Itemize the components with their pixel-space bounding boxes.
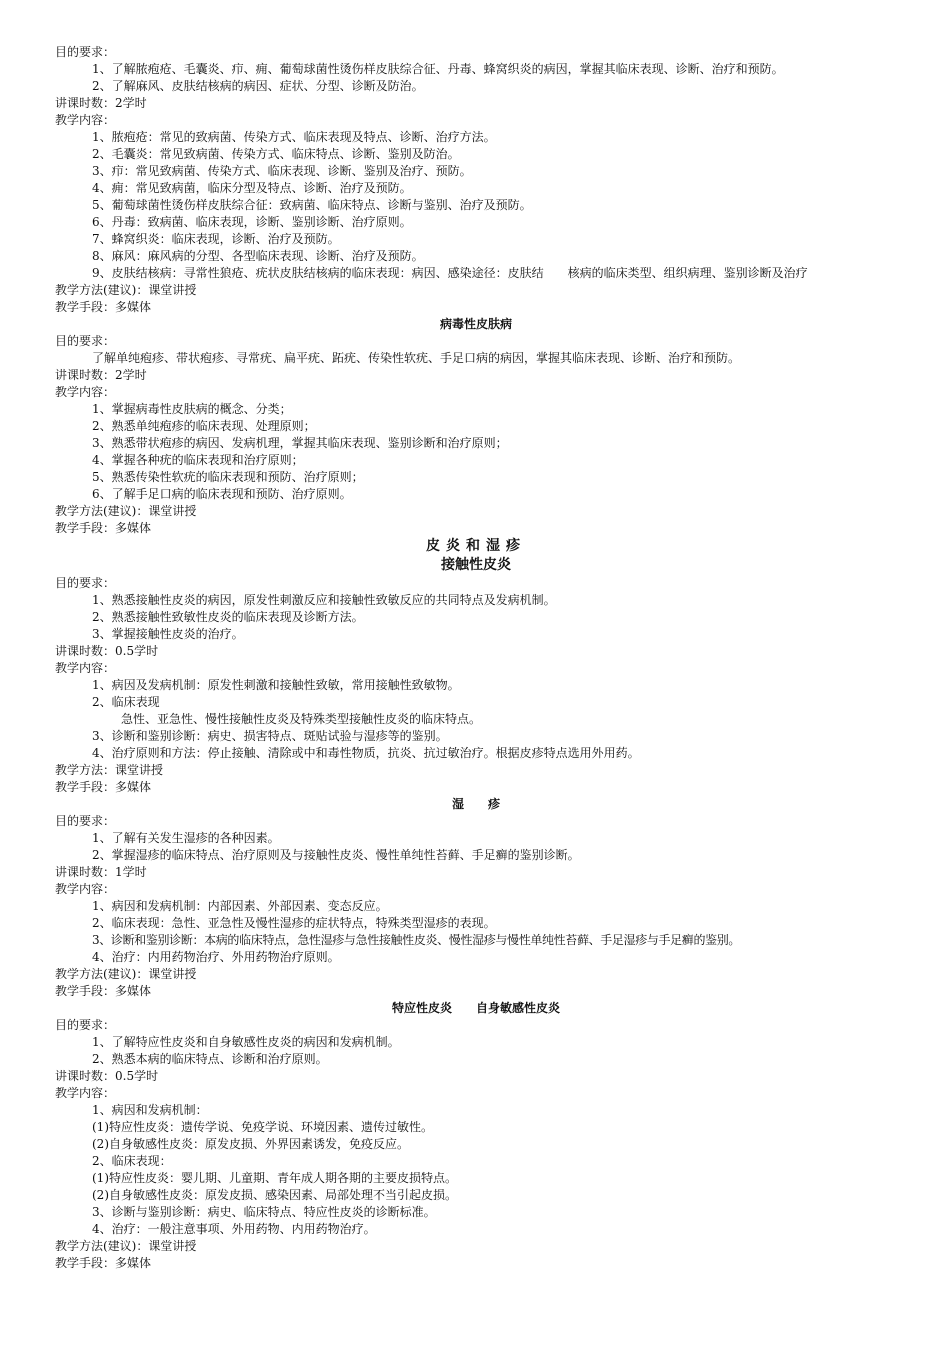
chapter-title: 皮炎和湿疹 (426, 538, 526, 554)
content-item: 3、诊断与鉴别诊断：病史、临床特点、特应性皮炎的诊断标准。 (92, 1205, 436, 1219)
goal-label: 目的要求： (55, 1018, 116, 1032)
teaching-method: 教学方法(建议)：课堂讲授 (55, 967, 197, 981)
goal-item: 2、熟悉接触性致敏性皮炎的临床表现及诊断方法。 (92, 610, 364, 624)
section-viral (55, 316, 897, 537)
content-item: 2、毛囊炎：常见致病菌、传染方式、临床特点、诊断、鉴别及防治。 (92, 147, 460, 161)
content-item: 1、脓疱疮：常见的致病菌、传染方式、临床表现及特点、诊断、治疗方法。 (92, 130, 496, 144)
goal-item: 3、掌握接触性皮炎的治疗。 (92, 627, 244, 641)
goal-item: 1、了解脓疱疮、毛囊炎、疖、痈、葡萄球菌性烫伤样皮肤综合征、丹毒、蜂窝织炎的病因，掌握其临床表现、诊断、治疗和预防。 (92, 62, 784, 76)
section-title: 湿 疹 (451, 797, 500, 811)
content-item: 2、熟悉单纯疱疹的临床表现、处理原则； (92, 419, 316, 433)
content-item: 3、熟悉带状疱疹的病因、发病机理，掌握其临床表现、鉴别诊断和治疗原则； (92, 436, 508, 450)
section-eczema (55, 796, 897, 1000)
content-item: 2、临床表现 (92, 695, 160, 709)
content-label: 教学内容： (55, 661, 116, 675)
goal-item: 了解单纯疱疹、带状疱疹、寻常疣、扁平疣、跖疣、传染性软疣、手足口病的病因，掌握其临床表现、诊断、治疗和预防。 (92, 351, 741, 365)
teaching-means: 教学手段：多媒体 (55, 521, 152, 535)
content-item: (2)自身敏感性皮炎：原发皮损、感染因素、局部处理不当引起皮损。 (92, 1188, 458, 1202)
lecture-hours: 讲课时数：2学时 (55, 96, 147, 110)
content-item: 2、临床表现： (92, 1154, 172, 1168)
content-item: 1、病因及发病机制：原发性刺激和接触性致敏，常用接触性致敏物。 (92, 678, 460, 692)
lecture-hours: 讲课时数：2学时 (55, 368, 147, 382)
teaching-means: 教学手段：多媒体 (55, 1256, 152, 1270)
section-title: 接触性皮炎 (441, 557, 511, 573)
goal-item: 2、了解麻风、皮肤结核病的病因、症状、分型、诊断及防治。 (92, 79, 424, 93)
goal-label: 目的要求： (55, 814, 116, 828)
goal-item: 1、了解特应性皮炎和自身敏感性皮炎的病因和发病机制。 (92, 1035, 400, 1049)
teaching-means: 教学手段：多媒体 (55, 300, 152, 314)
content-label: 教学内容： (55, 113, 116, 127)
content-item: 9、皮肤结核病：寻常性狼疮、疣状皮肤结核病的临床表现：病因、感染途径：皮肤结 核病的临床类型、组织病理、鉴别诊断及治疗 (92, 266, 808, 280)
goal-item: 2、掌握湿疹的临床特点、治疗原则及与接触性皮炎、慢性单纯性苔藓、手足癣的鉴别诊断。 (92, 848, 580, 862)
lecture-hours: 讲课时数：0.5学时 (55, 644, 159, 658)
content-label: 教学内容： (55, 1086, 116, 1100)
content-item: 2、临床表现：急性、亚急性及慢性湿疹的症状特点，特殊类型湿疹的表现。 (92, 916, 496, 930)
content-item: 4、治疗原则和方法：停止接触、清除或中和毒性物质，抗炎、抗过敏治疗。根据皮疹特点选用外用药。 (92, 746, 640, 760)
content-item: 4、掌握各种疣的临床表现和治疗原则； (92, 453, 304, 467)
teaching-method: 教学方法(建议)：课堂讲授 (55, 283, 197, 297)
lecture-hours: 讲课时数：0.5学时 (55, 1069, 159, 1083)
lecture-hours: 讲课时数：1学时 (55, 865, 147, 879)
content-item: 3、疖：常见致病菌、传染方式、临床表现、诊断、鉴别及治疗、预防。 (92, 164, 472, 178)
content-subitem: 急性、亚急性、慢性接触性皮炎及特殊类型接触性皮炎的临床特点。 (121, 712, 482, 726)
goal-label: 目的要求： (55, 576, 116, 590)
content-item: (1)特应性皮炎：遗传学说、免疫学说、环境因素、遗传过敏性。 (92, 1120, 434, 1134)
goal-item: 1、熟悉接触性皮炎的病因，原发性刺激反应和接触性致敏反应的共同特点及发病机制。 (92, 593, 556, 607)
content-item: 5、葡萄球菌性烫伤样皮肤综合征：致病菌、临床特点、诊断与鉴别、治疗及预防。 (92, 198, 532, 212)
goal-item: 1、了解有关发生湿疹的各种因素。 (92, 831, 280, 845)
document-page (55, 44, 897, 1272)
content-item: (2)自身敏感性皮炎：原发皮损、外界因素诱发，免疫反应。 (92, 1137, 410, 1151)
goal-label: 目的要求： (55, 334, 116, 348)
content-label: 教学内容： (55, 385, 116, 399)
content-item: 1、病因和发病机制：内部因素、外部因素、变态反应。 (92, 899, 388, 913)
goal-label: 目的要求： (55, 45, 116, 59)
content-item: 4、治疗：一般注意事项、外用药物、内用药物治疗。 (92, 1222, 376, 1236)
teaching-method: 教学方法(建议)：课堂讲授 (55, 1239, 197, 1253)
teaching-means: 教学手段：多媒体 (55, 984, 152, 998)
content-item: 1、掌握病毒性皮肤病的概念、分类； (92, 402, 292, 416)
teaching-means: 教学手段：多媒体 (55, 780, 152, 794)
section-title: 特应性皮炎 自身敏感性皮炎 (391, 1001, 560, 1015)
section-atopic-dermatitis (55, 1000, 897, 1272)
section-contact-dermatitis (55, 537, 897, 796)
content-label: 教学内容： (55, 882, 116, 896)
section-title: 病毒性皮肤病 (439, 317, 512, 331)
teaching-method: 教学方法：课堂讲授 (55, 763, 164, 777)
content-item: 3、诊断和鉴别诊断：本病的临床特点，急性湿疹与急性接触性皮炎、慢性湿疹与慢性单纯性苔藓、手足湿疹与手足癣的鉴别。 (92, 933, 741, 947)
content-item: 3、诊断和鉴别诊断：病史、损害特点、斑贴试验与湿疹等的鉴别。 (92, 729, 448, 743)
content-item: 1、病因和发病机制： (92, 1103, 208, 1117)
content-item: 7、蜂窝织炎：临床表现，诊断、治疗及预防。 (92, 232, 340, 246)
teaching-method: 教学方法(建议)：课堂讲授 (55, 504, 197, 518)
content-item: 8、麻风：麻风病的分型、各型临床表现、诊断、治疗及预防。 (92, 249, 424, 263)
content-item: 6、丹毒：致病菌、临床表现，诊断、鉴别诊断、治疗原则。 (92, 215, 412, 229)
section-bacterial (55, 44, 897, 316)
goal-item: 2、熟悉本病的临床特点、诊断和治疗原则。 (92, 1052, 328, 1066)
content-item: 5、熟悉传染性软疣的临床表现和预防、治疗原则； (92, 470, 364, 484)
content-item: 6、了解手足口病的临床表现和预防、治疗原则。 (92, 487, 352, 501)
content-item: 4、治疗：内用药物治疗、外用药物治疗原则。 (92, 950, 340, 964)
content-item: 4、痈：常见致病菌，临床分型及特点、诊断、治疗及预防。 (92, 181, 412, 195)
content-item: (1)特应性皮炎：婴儿期、儿童期、青年成人期各期的主要皮损特点。 (92, 1171, 458, 1185)
